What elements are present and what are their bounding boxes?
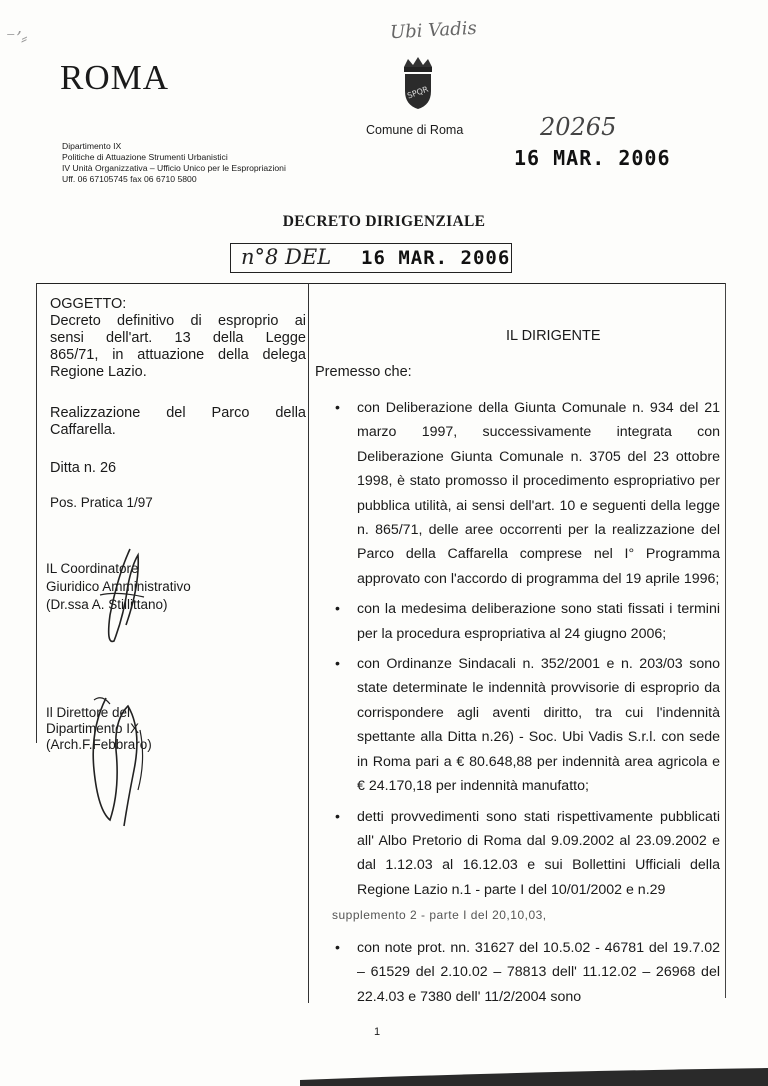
page-number: 1 bbox=[374, 1026, 381, 1038]
list-item-text: con la medesima deliberazione sono stati fissati i termini per la procedura espropriativa al 24 giugno 2006; bbox=[357, 601, 720, 642]
dirigente-heading: IL DIRIGENTE bbox=[506, 328, 601, 344]
direttore-line: Il Direttore del bbox=[46, 705, 131, 720]
bullet-icon: • bbox=[335, 601, 340, 618]
table-top-border bbox=[36, 283, 726, 284]
department-line: Dipartimento IX bbox=[62, 141, 122, 151]
department-line: Uff. 06 67105745 fax 06 6710 5800 bbox=[62, 174, 197, 184]
oggetto-label: OGGETTO: bbox=[50, 296, 127, 312]
decree-number-handwritten: n°8 DEL bbox=[241, 245, 332, 269]
table-right-border bbox=[725, 283, 726, 998]
list-item-text: detti provvedimenti sono stati rispettivamente pubblicati all' Albo Pretorio di Roma dal 9.09.2002 al 23.09.2002 e dal 1.12.03 al 16.12.03 e sui Bollettini Ufficiali della Regione Lazio n.1 - parte I del 10/01/2002 e n.29 bbox=[357, 808, 720, 898]
corner-pen-mark: ⁻ʼ⸗ bbox=[6, 28, 28, 49]
coordinatore-line: Giuridico Amministrativo bbox=[46, 579, 191, 594]
premesso-list-continued bbox=[335, 936, 720, 1015]
list-item-text: con Ordinanze Sindacali n. 352/2001 e n. 203/03 sono state determinate le indennità provvisorie di esproprio da corrispondere agli aventi diritto, tra cui l'indennità spettante alla Ditta n.26) - Soc. Ubi Vadis S.r.l. con sede in Roma pari a € 80.648,88 per indennità area agricola e € 24.170,18 per indennità manufatto; bbox=[357, 656, 720, 795]
ditta-label: Ditta n. 26 bbox=[50, 460, 117, 476]
svg-text:SPQR: SPQR bbox=[406, 84, 430, 101]
direttore-line: (Arch.F.Febbraro) bbox=[46, 737, 152, 752]
department-line: Politiche di Attuazione Strumenti Urbanistici bbox=[62, 152, 228, 162]
decree-number-box bbox=[230, 243, 512, 273]
protocol-number: 20265 bbox=[540, 113, 617, 141]
direttore-line: Dipartimento IX bbox=[46, 721, 140, 736]
oggetto-line: 865/71, in attuazione della delega bbox=[50, 347, 306, 363]
handwritten-note: Ubi Vadis bbox=[389, 17, 478, 44]
table-left-border bbox=[36, 283, 37, 743]
partially-cut-line: supplemento 2 - parte I del 20,10,03, bbox=[332, 908, 547, 922]
list-item bbox=[335, 936, 720, 1009]
coordinatore-signature bbox=[88, 545, 148, 655]
realizzazione-line: Realizzazione del Parco della bbox=[50, 405, 306, 421]
scan-edge-shadow bbox=[300, 1058, 768, 1086]
date-stamp: 16 MAR. 2006 bbox=[514, 146, 671, 170]
document-title: DECRETO DIRIGENZIALE bbox=[282, 213, 486, 230]
table-column-divider bbox=[308, 283, 309, 1003]
realizzazione-line: Caffarella. bbox=[50, 422, 116, 438]
list-item-text: con Deliberazione della Giunta Comunale n. 934 del 21 marzo 1997, successivamente integrata con Deliberazione Giunta Comunale n. 3705 del 23 ottobre 1998, è stato promosso il procedimento espropriativo per pubblica utilità, ai sensi dell'art. 10 e seguenti della legge n. 865/71, delle aree occorrenti per la realizzazione del Parco della Caffarella comprese nel I° Programma approvato con l'accordo di programma del 19 aprile 1996; bbox=[357, 400, 720, 587]
bullet-icon: • bbox=[335, 940, 340, 956]
coordinatore-line: (Dr.ssa A. Stillittano) bbox=[46, 597, 168, 612]
department-line: IV Unità Organizzativa – Ufficio Unico per le Espropriazioni bbox=[62, 163, 286, 173]
oggetto-line: Decreto definitivo di esproprio ai bbox=[50, 313, 306, 329]
oggetto-text bbox=[50, 313, 306, 381]
realizzazione-text bbox=[50, 405, 306, 439]
oggetto-line: Regione Lazio. bbox=[50, 364, 147, 380]
bullet-icon: • bbox=[335, 808, 340, 825]
bullet-icon: • bbox=[335, 400, 340, 416]
decree-date-stamp: 16 MAR. 2006 bbox=[361, 247, 511, 269]
oggetto-line: sensi dell'art. 13 della Legge bbox=[50, 330, 306, 346]
list-item bbox=[335, 805, 720, 903]
spqr-crest-icon bbox=[398, 55, 438, 111]
coordinatore-line: IL Coordinatore bbox=[46, 561, 139, 576]
list-item-text: con note prot. nn. 31627 del 10.5.02 - 46781 del 19.7.02 – 61529 del 2.10.02 – 78813 dell' 11.12.02 – 26968 del 22.4.03 e 7380 dell' 11/2/2004 sono bbox=[357, 940, 720, 1005]
department-block bbox=[62, 141, 286, 185]
list-item bbox=[335, 396, 720, 591]
direttore-signature bbox=[80, 690, 160, 830]
pratica-position: Pos. Pratica 1/97 bbox=[50, 495, 153, 510]
comune-label: Comune di Roma bbox=[366, 123, 464, 137]
list-item bbox=[335, 597, 720, 646]
bullet-icon: • bbox=[335, 656, 340, 673]
premesso-list bbox=[335, 396, 720, 908]
city-logo-text: ROMA bbox=[60, 58, 170, 97]
premesso-label: Premesso che: bbox=[315, 364, 412, 380]
list-item bbox=[335, 652, 720, 798]
